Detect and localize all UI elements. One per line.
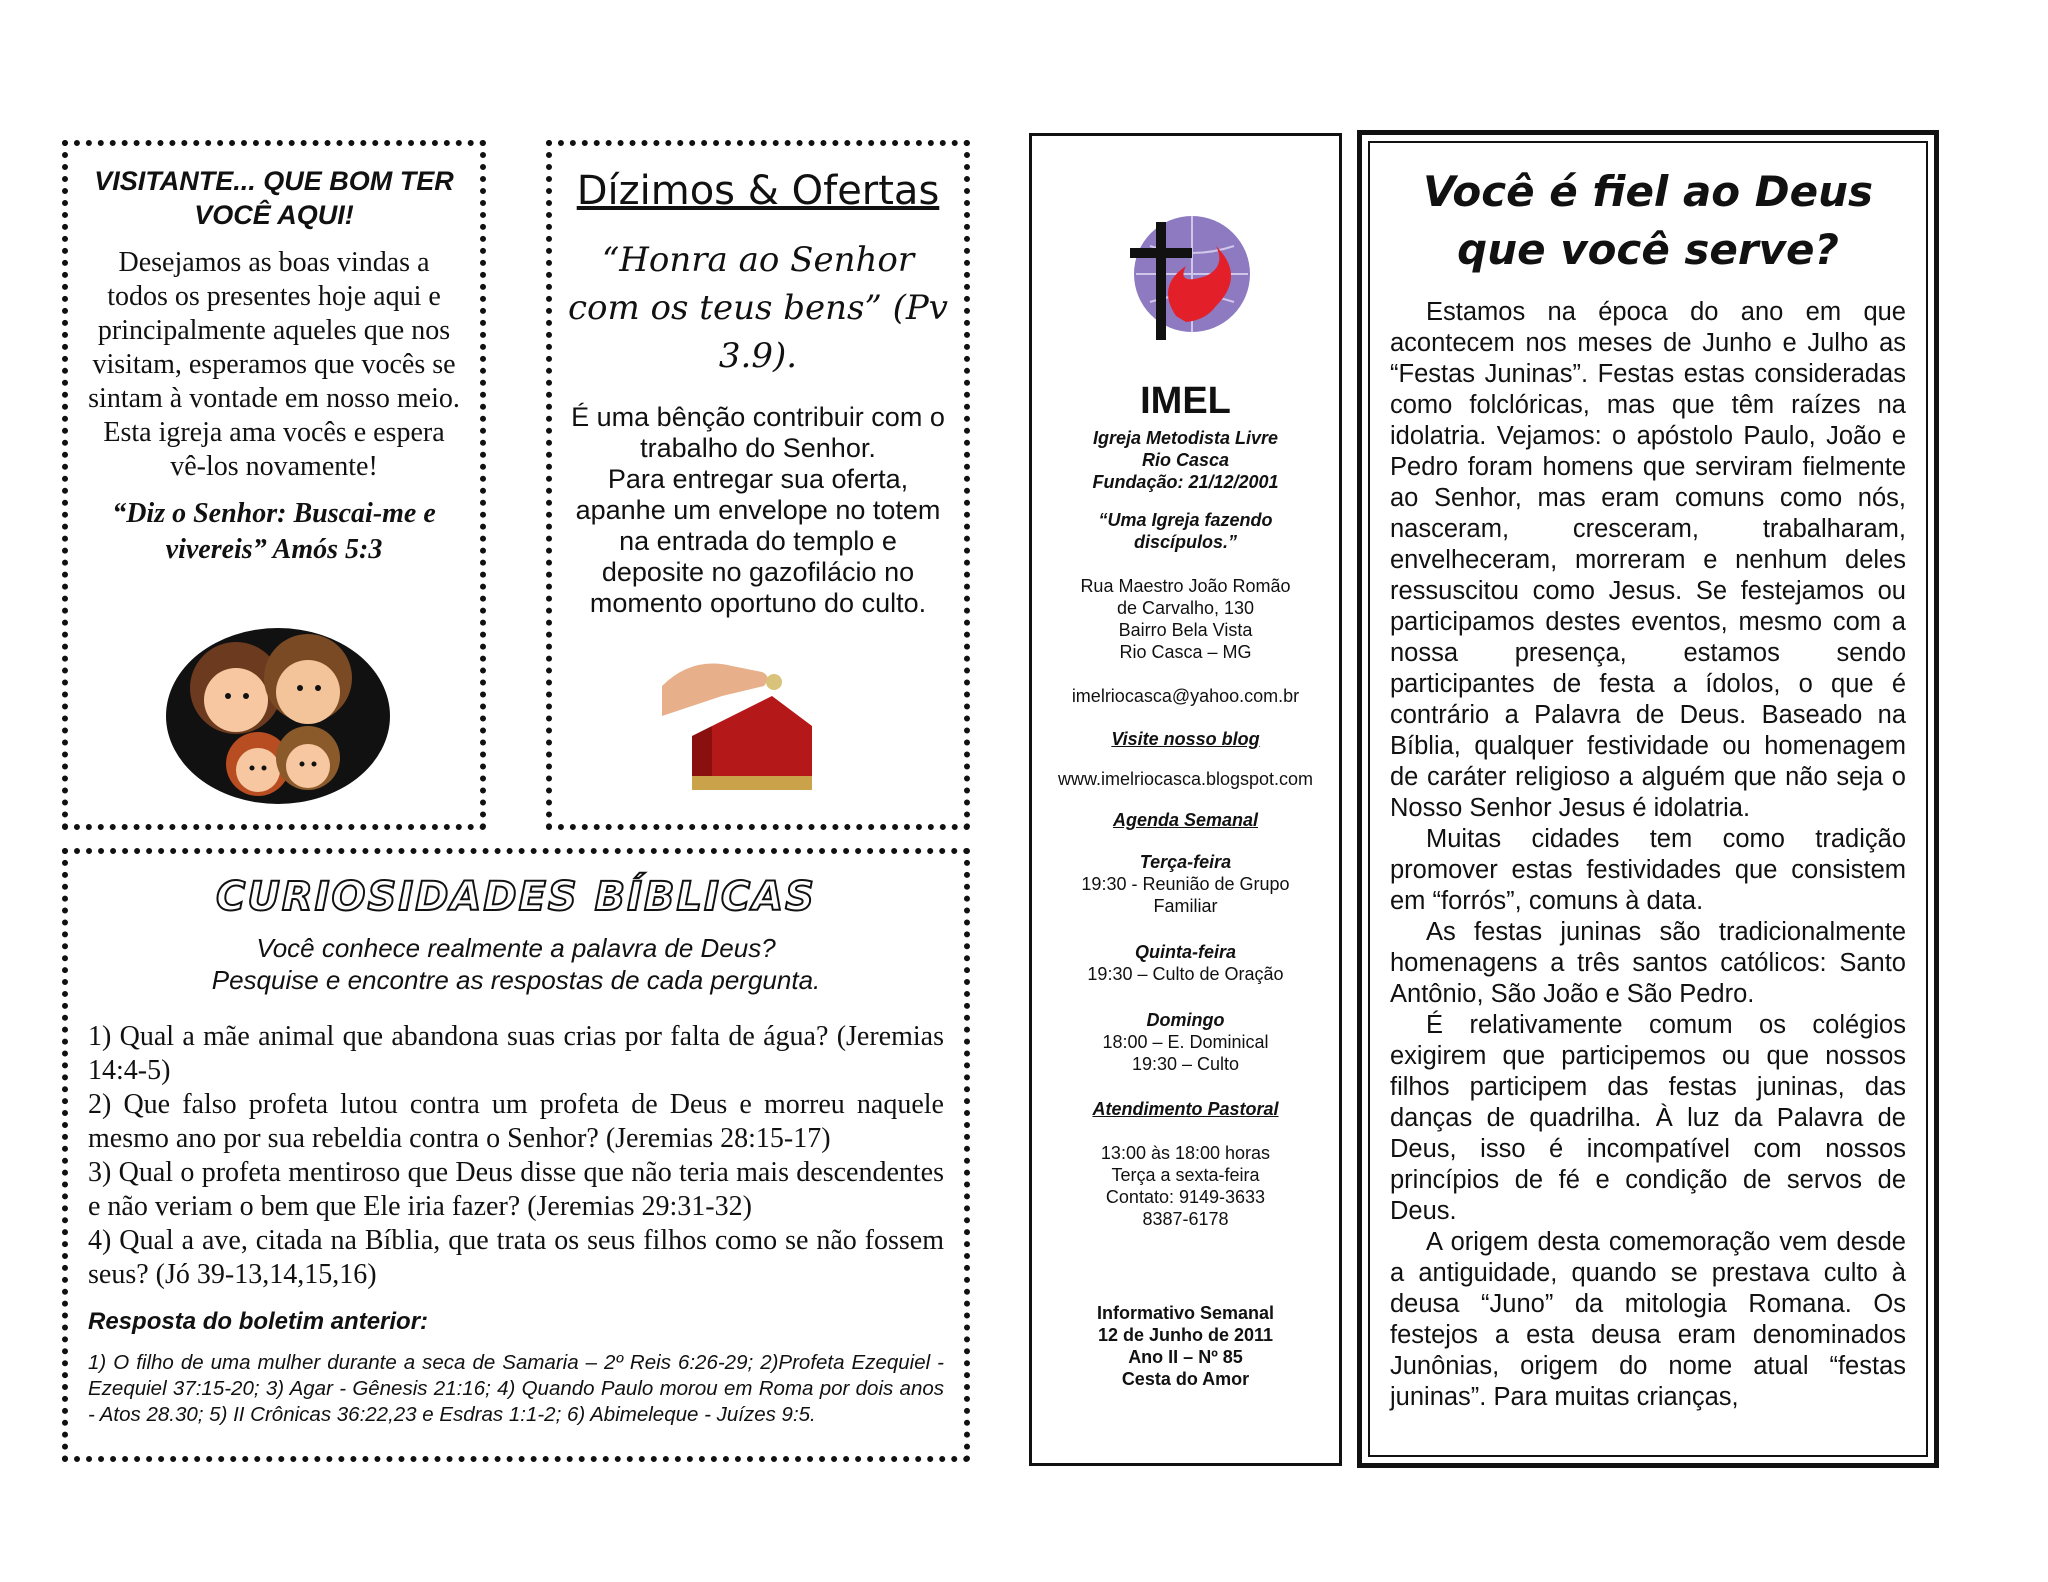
address-line: Rio Casca – MG xyxy=(1119,642,1252,662)
church-founded: Fundação: 21/12/2001 xyxy=(1092,472,1279,492)
tithes-offerings-box xyxy=(546,140,970,830)
article-paragraph: Muitas cidades tem como tradição promover estas festividades que consistem em “forrós”, comuns à data. xyxy=(1390,825,1906,915)
pastoral-line: Contato: 9149-3633 xyxy=(1105,1187,1266,1207)
pastoral-line: 13:00 às 18:00 horas xyxy=(1100,1143,1271,1163)
church-logo-icon xyxy=(1116,196,1256,346)
agenda-day: Quinta-feira xyxy=(1134,942,1236,962)
blog-url: www.imelriocasca.blogspot.com xyxy=(1057,769,1314,789)
curiosities-title: CURIOSIDADES BÍBLICAS xyxy=(216,874,816,920)
curiosities-subtitle-2: Pesquise e encontre as respostas de cada pergunta. xyxy=(211,965,821,995)
questions-list xyxy=(88,1020,944,1292)
church-name: Igreja Metodista Livre xyxy=(1092,428,1279,448)
tithes-verse: “Honra ao Senhor com os teus bens” (Pv 3.9). xyxy=(568,240,948,376)
address-line: de Carvalho, 130 xyxy=(1116,598,1255,618)
question-item: 4) Qual a ave, citada na Bíblia, que trata os seus filhos como se não fossem seus? (Jó 39-13,14,15,16) xyxy=(88,1225,944,1290)
church-info-column xyxy=(1029,133,1342,1466)
agenda-day: Domingo xyxy=(1146,1010,1225,1030)
pastoral-title: Atendimento Pastoral xyxy=(1092,1099,1279,1119)
agenda-event: 19:30 – Culto de Oração xyxy=(1087,964,1284,984)
offering-box-illustration xyxy=(652,616,832,796)
bible-curiosities-box xyxy=(62,848,970,1462)
article-body xyxy=(1390,297,1906,1413)
tithes-paragraph-1: É uma bênção contribuir com o trabalho do Senhor. xyxy=(571,402,945,463)
footer-line: 12 de Junho de 2011 xyxy=(1097,1325,1274,1345)
tithes-title: Dízimos & Ofertas xyxy=(576,168,940,214)
pastoral-line: 8387-6178 xyxy=(1142,1209,1229,1229)
blog-label: Visite nosso blog xyxy=(1111,729,1260,749)
agenda-event: 19:30 – Culto xyxy=(1131,1054,1240,1074)
agenda-event: 19:30 - Reunião de Grupo Familiar xyxy=(1081,874,1290,916)
article-paragraph: As festas juninas são tradicionalmente homenagens a três santos católicos: Santo Antônio, São João e São Pedro. xyxy=(1390,918,1906,1008)
church-motto: “Uma Igreja fazendo discípulos.” xyxy=(1098,510,1273,552)
answers-title: Resposta do boletim anterior: xyxy=(88,1308,429,1335)
agenda-title: Agenda Semanal xyxy=(1112,810,1259,830)
article-paragraph: É relativamente comum os colégios exigirem que participemos ou que nossos filhos participem das festas juninas, das danças de quadrilha. À luz da Palavra de Deus, isso é incompatível com nossos princípios de fé e condição de servos de Deus. xyxy=(1390,1011,1906,1225)
curiosities-subtitle-1: Você conhece realmente a palavra de Deus? xyxy=(256,933,776,963)
question-item: 3) Qual o profeta mentiroso que Deus disse que não teria mais descendentes e não veriam o bem que Ele iria fazer? (Jeremias 29:31-32) xyxy=(88,1157,944,1222)
pastoral-line: Terça a sexta-feira xyxy=(1111,1165,1260,1185)
family-illustration xyxy=(158,616,398,816)
visitor-title: VISITANTE... QUE BOM TER VOCÊ AQUI! xyxy=(94,166,454,230)
agenda-day: Terça-feira xyxy=(1139,852,1232,872)
article-paragraph: Estamos na época do ano em que acontecem nos meses de Junho e Julho as “Festas Juninas”. Festas estas consideradas como folclóricas, mas que têm raízes na idolatria. Vejamos: o apóstolo Paulo, João e Pedro foram homens que serviram fielmente ao Senhor, mas eram comuns como nós, nasceram, cresceram, trabalharam, envelheceram, morreram e nenhum deles ressuscitou como Jesus. Se festejamos ou participamos destes eventos, mesmo com a nossa presença, estamos sendo participantes de festa a ídolos, o que é contrário a Palavra de Deus. Baseado na Bíblia, qualquer festividade ou homenagem de caráter religioso a alguém que não seja o Nosso Senhor Jesus é idolatria. xyxy=(1390,298,1906,822)
article-box xyxy=(1357,130,1939,1468)
answers-text: 1) O filho de uma mulher durante a seca de Samaria – 2º Reis 6:26-29; 2)Profeta Ezequiel - Ezequiel 37:15-20; 3) Agar - Gênesis 21:16; 4) Quando Paulo morou em Roma por dois anos - Atos 28.30; 5) II Crônicas 36:22,23 e Esdras 1:1-2; 6) Abimeleque - Juízes 9:5. xyxy=(88,1351,944,1426)
church-address xyxy=(1032,575,1339,663)
address-line: Bairro Bela Vista xyxy=(1118,620,1253,640)
article-title: Você é fiel ao Deus que você serve? xyxy=(1422,167,1874,274)
question-item: 2) Que falso profeta lutou contra um profeta de Deus e morreu naquele mesmo ano por sua rebeldia contra o Senhor? (Jeremias 28:15-17) xyxy=(88,1089,944,1154)
footer-line: Ano II – Nº 85 xyxy=(1128,1347,1243,1367)
bulletin-footer xyxy=(1032,1302,1339,1390)
visitor-welcome-box xyxy=(62,140,486,830)
pastoral-info xyxy=(1032,1142,1339,1230)
church-city: Rio Casca xyxy=(1141,450,1230,470)
agenda-event: 18:00 – E. Dominical xyxy=(1102,1032,1269,1052)
visitor-quote: “Diz o Senhor: Buscai-me e vivereis” Amós 5:3 xyxy=(112,498,436,565)
question-item: 1) Qual a mãe animal que abandona suas crias por falta de água? (Jeremias 14:4-5) xyxy=(88,1021,944,1086)
visitor-paragraph-1: Desejamos as boas vindas a todos os presentes hoje aqui e principalmente aqueles que nos visitam, esperamos que vocês se sintam à vontade em nosso meio. xyxy=(88,247,460,414)
article-paragraph: A origem desta comemoração vem desde a antiguidade, quando se prestava culto à deusa “Juno” da mitologia Romana. Os festejos a esta deusa eram denominados Junônias, origem do nome atual “festas juninas”. Para muitas crianças, xyxy=(1390,1228,1906,1411)
tithes-paragraph-2: Para entregar sua oferta, apanhe um envelope no totem na entrada do templo e deposite no gazofilácio no momento oportuno do culto. xyxy=(575,464,941,618)
visitor-paragraph-2: Esta igreja ama vocês e espera vê-los novamente! xyxy=(103,417,445,482)
church-email: imelriocasca@yahoo.com.br xyxy=(1071,686,1300,706)
footer-line: Cesta do Amor xyxy=(1121,1369,1250,1389)
address-line: Rua Maestro João Romão xyxy=(1080,576,1291,596)
church-acronym: IMEL xyxy=(1140,380,1231,422)
footer-line: Informativo Semanal xyxy=(1096,1303,1275,1323)
